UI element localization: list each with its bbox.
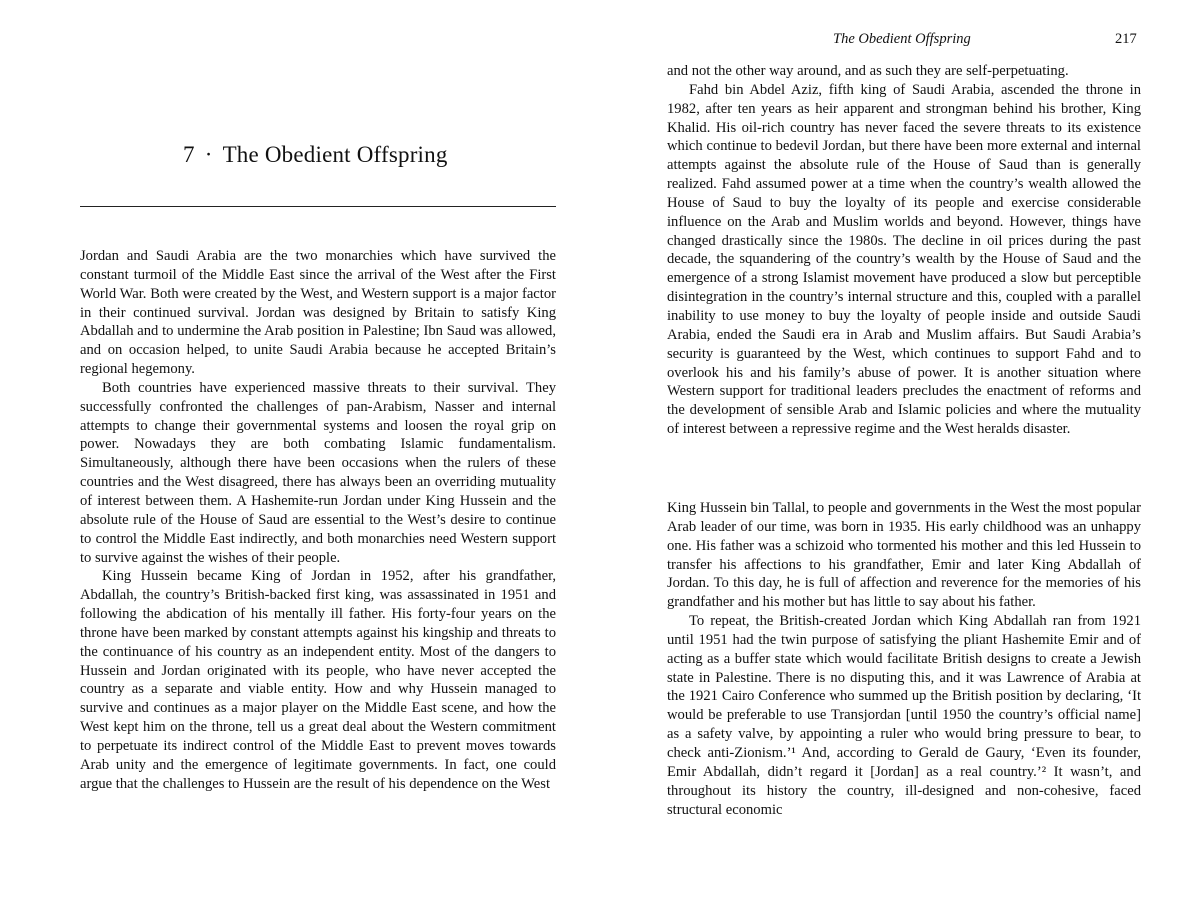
left-page bbox=[0, 0, 597, 898]
paragraph: King Hussein bin Tallal, to people and governments in the West the most popular Arab leader of our time, was born in 1935. His early childhood was an unhappy one. His father was a schizoid who tormented his mother and this led Hussein to transfer his affections to his grandfather, Emir and later King Abdallah of Jordan. To this day, he is full of affection and reverence for the memories of his grandfather and his mother but has little to say about his father. bbox=[667, 500, 1141, 611]
chapter-title: The Obedient Offspring bbox=[222, 142, 448, 167]
paragraph: King Hussein became King of Jordan in 1952, after his grandfather, Abdallah, the country’s British-backed first king, was assassinated in 1951 and following the abdication of his mentally ill father. His forty-four years on the throne have been marked by constant attempts against his kingship and threats to the continuance of his country as an independent entity. Most of the dangers to Hussein and Jordan originated with its people, who have never accepted the country as a separate and viable entity. How and why Hussein managed to survive and continues as a major player on the Middle East scene, and how the West kept him on the throne, tell us a great deal about the Western commitment to perpetuate its indirect control of the Middle East to prevent moves towards Arab unity and the emergence of legitimate governments. In fact, one could argue that the challenges to Hussein are the result of his dependence on the West bbox=[80, 568, 556, 792]
page-number: 217 bbox=[1115, 31, 1137, 47]
chapter-heading bbox=[183, 142, 448, 168]
chapter-number: 7 bbox=[183, 142, 195, 167]
right-body-section-1 bbox=[667, 62, 1141, 439]
chapter-rule bbox=[80, 206, 556, 207]
paragraph: Jordan and Saudi Arabia are the two monarchies which have survived the constant turmoil of the Middle East since the arrival of the West after the First World War. Both were created by the West, and Western support is a major factor in their continued survival. Jordan was designed by Britain to satisfy King Abdallah and to undermine the Arab position in Palestine; Ibn Saud was allowed, and on occasion helped, to unite Saudi Arabia because he accepted Britain’s regional hegemony. bbox=[80, 248, 556, 378]
right-body-section-2 bbox=[667, 499, 1141, 819]
paragraph: Both countries have experienced massive threats to their survival. They successfully confronted the challenges of pan-Arabism, Nasser and internal attempts to change their governmental systems and loosen the royal grip on power. Nowadays they are both combating Islamic fundamentalism. Simultaneously, although there have been occasions when the rulers of these countries and the West disagreed, there has always been an overriding mutuality of interest between them. A Hashemite-run Jordan under King Hussein and the absolute rule of the House of Saud are essential to the West’s desire to continue to control the Middle East indirectly, and both monarchies need Western support to survive against the wishes of their people. bbox=[80, 379, 556, 566]
chapter-separator: · bbox=[204, 142, 213, 167]
right-page bbox=[597, 0, 1195, 898]
paragraph: Fahd bin Abdel Aziz, fifth king of Saudi Arabia, ascended the throne in 1982, after ten years as heir apparent and strongman behind his brother, King Khalid. His oil-rich country has never faced the severe threats to its existence which continue to bedevil Jordan, but there have been more external and internal attempts against the absolute rule of the House of Saud than is generally realized. Fahd assumed power at a time when the country’s wealth allowed the House of Saud to buy the loyalty of its people and exercise considerable influence on the Arab and Muslim worlds and beyond. However, things have changed drastically since the 1980s. The decline in oil prices during the past decade, the squandering of the country’s wealth by the House of Saud and the emergence of a strong Islamist movement have produced a slow but perceptible disintegration in the country’s internal structure and this, coupled with a parallel inability to use money to buy the loyalty of people inside and outside Saudi Arabia, ended the Saudi era in Arab and Muslim affairs. But Saudi Arabia’s security is guaranteed by the West, which continues to support Fahd and to overlook his and his family’s abuse of power. It is another situation where Western support for traditional leaders precludes the enactment of reforms and the development of sensible Arab and Islamic policies and where the mutuality of interest between a repressive regime and the West heralds disaster. bbox=[667, 81, 1141, 438]
running-head: The Obedient Offspring bbox=[833, 31, 971, 47]
paragraph: To repeat, the British-created Jordan which King Abdallah ran from 1921 until 1951 had the twin purpose of satisfying the pliant Hashemite Emir and of acting as a buffer state which would facilitate British designs to create a Jewish state in Palestine. There is no disputing this, and it was Lawrence of Arabia at the 1921 Cairo Conference who summed up the British position by declaring, ‘It would be preferable to use Transjordan [until 1950 the country’s official name] as a safety valve, by appointing a ruler who would bring pressure to bear, to check anti-Zionism.’¹ And, according to Gerald de Gaury, ‘Even its founder, Emir Abdallah, didn’t regard it [Jordan] as a real country.’² It wasn’t, and throughout its history the country, ill-designed and non-cohesive, faced structural economic bbox=[667, 613, 1141, 818]
paragraph: and not the other way around, and as such they are self-perpetuating. bbox=[667, 63, 1069, 79]
left-body-text bbox=[80, 247, 556, 793]
